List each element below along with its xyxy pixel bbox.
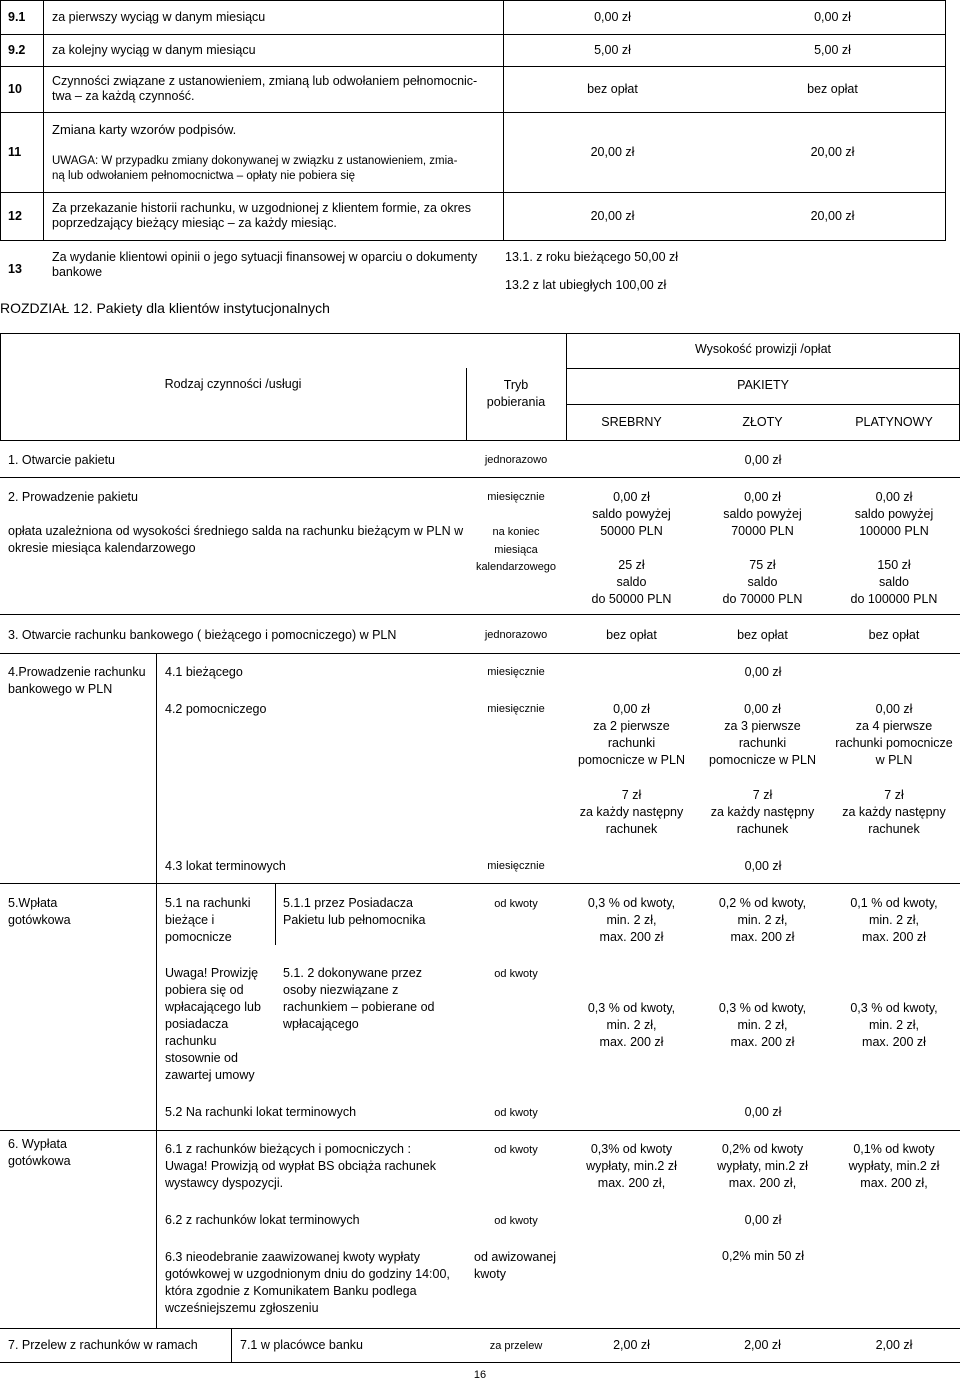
platinum-withdrawal: 0,1% od kwoty wypłaty, min.2 zł max. 200 zł, [848,1142,940,1190]
gold-deposit-owner: 0,2 % od kwoty, min. 2 zł, max. 200 zł [718,896,807,944]
header-platinum: PLATYNOWY [855,415,933,429]
row-10-number: 10 [8,82,22,96]
term-deposit-mode: miesięcznie [487,860,545,872]
page-number: 16 [473,1369,487,1381]
gold-auxiliary-next: 7 zł za każdy następny rachunek [710,788,815,836]
silver-auxiliary-free: 0,00 zł za 2 pierwsze rachunki pomocnicze w PLN [578,702,685,767]
platinum-auxiliary-next: 7 zł za każdy następny rachunek [842,788,946,836]
uncollected-withdrawal-value: 0,2% min 50 zł [722,1249,804,1263]
package-maintenance-mode: miesięcznie [487,491,545,503]
row-13-value-2: 13.2 z lat ubiegłych 100,00 zł [505,278,667,292]
term-deposit-label: 4.3 lokat terminowych [165,859,286,873]
package-opening-label: 1. Otwarcie pakietu [8,453,115,467]
account-opening-gold: bez opłat [737,628,788,642]
auxiliary-account-label: 4.2 pomocniczego [165,702,267,716]
platinum-deposit-third-party: 0,3 % od kwoty, min. 2 zł, max. 200 zł [850,1001,938,1049]
row-9-2-value-1: 5,00 zł [594,43,631,57]
row-11-title: Zmiana karty wzorów podpisów. [52,122,237,137]
header-collection-mode: Tryb pobierania [486,378,546,409]
row-9-1-value-2: 0,00 zł [814,10,851,24]
gold-auxiliary-free: 0,00 zł za 3 pierwsze rachunki pomocnicze w PLN [709,702,816,767]
row-13-number: 13 [8,262,22,276]
withdrawal-term-accounts-value: 0,00 zł [744,1213,782,1227]
gold-deposit-third-party: 0,3 % od kwoty, min. 2 zł, max. 200 zł [718,1001,807,1049]
deposit-by-owner: 5.1.1 przez Posiadacza Pakietu lub pełnomocnika [283,896,426,927]
deposit-term-accounts-value: 0,00 zł [744,1105,782,1119]
platinum-balance-above: 0,00 zł saldo powyżej 100000 PLN [854,490,934,538]
transfer-label: 7. Przelew z rachunków w ramach [8,1338,198,1352]
uncollected-withdrawal-mode: od awizowanej kwoty [474,1250,556,1281]
header-fee-amount: Wysokość prowizji /opłat [694,342,832,356]
row-9-2-value-2: 5,00 zł [814,43,851,57]
row-9-2-number: 9.2 [8,43,26,57]
row-10-value-2: bez opłat [807,82,858,96]
withdrawal-term-accounts-mode: od kwoty [494,1215,538,1227]
withdrawal-term-accounts: 6.2 z rachunków lokat terminowych [165,1213,360,1227]
current-account-mode: miesięcznie [487,666,545,678]
package-opening-mode: jednorazowo [484,454,548,466]
platinum-balance-below: 150 zł saldo do 100000 PLN [850,558,938,606]
account-opening-mode: jednorazowo [484,629,548,641]
deposit-note: Uwaga! Prowizję pobiera się od wpłacającego lub posiadacza rachunku stosownie od zawartej umowy [165,966,261,1082]
deposit-by-third-party-mode: od kwoty [494,968,538,980]
account-opening-silver: bez opłat [606,628,657,642]
gold-balance-above: 0,00 zł saldo powyżej 70000 PLN [723,490,802,538]
transfer-branch-label: 7.1 w placówce banku [240,1338,363,1352]
account-maintenance-label: 4.Prowadzenie rachunku bankowego w PLN [8,665,146,696]
platinum-deposit-owner: 0,1 % od kwoty, min. 2 zł, max. 200 zł [850,896,938,944]
platinum-auxiliary-free: 0,00 zł za 4 pierwsze rachunki pomocnicze w PLN [835,702,953,767]
row-11-note: UWAGA: W przypadku zmiany dokonywanej w związku z ustanowieniem, zmia- ną lub odwołaniem pełnomocnictwa – opłaty nie pobiera się [52,155,458,182]
row-10-description: Czynności związane z ustanowieniem, zmianą lub odwołaniem pełnomocnic- twa – za każdą czynność. [52,74,478,103]
row-12-value-2: 20,00 zł [810,209,855,223]
withdrawal-current-accounts: 6.1 z rachunków bieżących i pomocniczych : Uwaga! Prowizją od wypłat BS obciąża rachunek wystawcy dyspozycji. [165,1142,436,1190]
header-packages: PAKIETY [737,378,789,392]
account-opening-platinum: bez opłat [868,628,920,642]
row-12-description: Za przekazanie historii rachunku, w uzgodnionej z klientem formie, za okres poprzedzający bieżący miesiąc – za każdy miesiąc. [52,201,471,230]
row-13-description: Za wydanie klientowi opinii o jego sytuacji finansowej w oparciu o dokumenty bankowe [52,250,478,279]
silver-withdrawal: 0,3% od kwoty wypłaty, min.2 zł max. 200 zł, [586,1142,677,1190]
transfer-mode: za przelew [489,1340,543,1352]
cash-deposit-label: 5.Wpłata gotówkowa [8,896,71,927]
term-deposit-value: 0,00 zł [744,859,782,873]
deposit-by-third-party: 5.1. 2 dokonywane przez osoby niezwiązane z rachunkiem – pobierane od wpłacającego [283,966,435,1031]
row-9-1-value-1: 0,00 zł [594,10,631,24]
row-12-value-1: 20,00 zł [590,209,635,223]
transfer-silver: 2,00 zł [613,1338,650,1352]
header-silver: SREBRNY [601,415,662,429]
silver-deposit-owner: 0,3 % od kwoty, min. 2 zł, max. 200 zł [587,896,676,944]
row-12-number: 12 [8,209,22,223]
current-account-value: 0,00 zł [744,665,782,679]
account-opening-label: 3. Otwarcie rachunku bankowego ( bieżącego i pomocniczego) w PLN [8,628,397,642]
section-title: ROZDZIAŁ 12. Pakiety dla klientów instytucjonalnych [0,300,330,316]
silver-deposit-third-party: 0,3 % od kwoty, min. 2 zł, max. 200 zł [587,1001,676,1049]
package-maintenance-label: 2. Prowadzenie pakietu [8,490,138,504]
row-9-2-description: za kolejny wyciąg w danym miesiącu [52,43,256,57]
cash-withdrawal-label: 6. Wypłata gotówkowa [8,1137,71,1168]
deposit-by-owner-mode: od kwoty [494,898,538,910]
row-9-1-number: 9.1 [8,10,26,24]
silver-auxiliary-next: 7 zł za każdy następny rachunek [579,788,684,836]
uncollected-withdrawal: 6.3 nieodebranie zaawizowanej kwoty wypłaty gotówkowej w uzgodnionym dniu do godziny 14:00, która zgodnie z Komunikatem Banku podlega wcześniejszemu zgłoszeniu [165,1250,450,1315]
silver-balance-below: 25 zł saldo do 50000 PLN [591,558,672,606]
gold-withdrawal: 0,2% od kwoty wypłaty, min.2 zł max. 200 zł, [717,1142,808,1190]
row-11-value-2: 20,00 zł [810,145,855,159]
transfer-gold: 2,00 zł [744,1338,781,1352]
row-11-value-1: 20,00 zł [590,145,635,159]
header-service-type: Rodzaj czynności /usługi [164,377,302,391]
withdrawal-current-accounts-mode: od kwoty [494,1144,538,1156]
auxiliary-account-mode: miesięcznie [487,703,545,715]
transfer-platinum: 2,00 zł [875,1338,913,1352]
package-maintenance-condition: opłata uzależniona od wysokości średniego salda na rachunku bieżącym w PLN w okresie miesiąca kalendarzowego [8,524,464,555]
silver-balance-above: 0,00 zł saldo powyżej 50000 PLN [592,490,671,538]
gold-balance-below: 75 zł saldo do 70000 PLN [722,558,803,606]
row-11-number: 11 [8,145,22,159]
row-10-value-1: bez opłat [587,82,638,96]
deposit-current-accounts: 5.1 na rachunki bieżące i pomocnicze [165,896,251,944]
package-opening-value: 0,00 zł [744,453,782,467]
deposit-term-accounts: 5.2 Na rachunki lokat terminowych [165,1105,357,1119]
row-9-1-description: za pierwszy wyciąg w danym miesiącu [52,10,266,24]
current-account-label: 4.1 bieżącego [165,665,243,679]
package-maintenance-sub-mode: na koniec miesiąca kalendarzowego [475,526,557,573]
row-13-value-1: 13.1. z roku bieżącego 50,00 zł [505,250,679,264]
deposit-term-accounts-mode: od kwoty [494,1107,538,1119]
header-gold: ZŁOTY [742,415,783,429]
